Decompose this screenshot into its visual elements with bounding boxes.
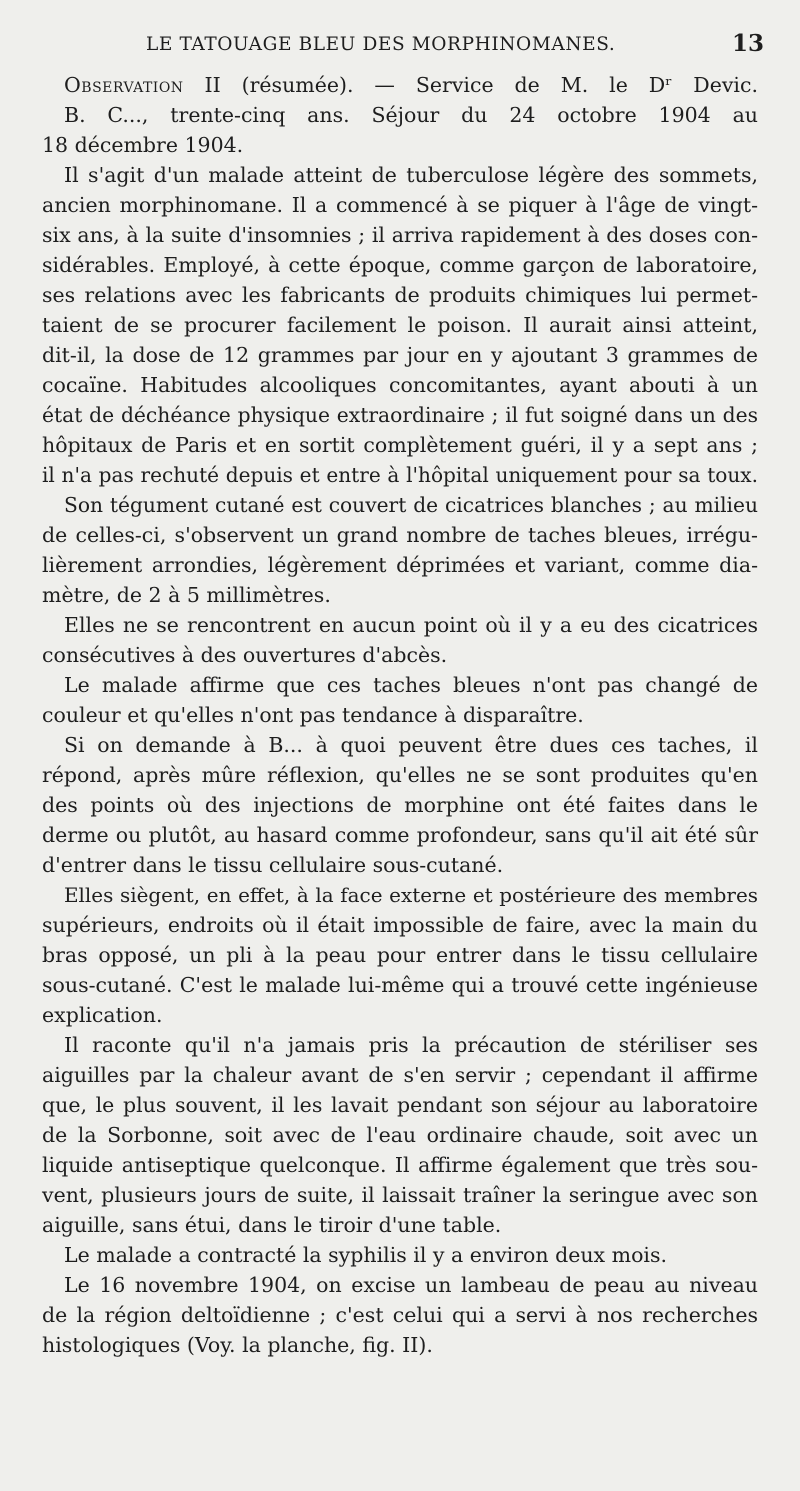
text-line: il n'a pas rechuté depuis et entre à l'hôpital uniquement pour sa toux.: [42, 463, 758, 487]
text-line: dit-il, la dose de 12 grammes par jour en y ajoutant 3 grammes de: [42, 343, 758, 367]
text-line: Son tégument cutané est couvert de cicatrices blanches ; au milieu: [64, 493, 758, 517]
text-line: explication.: [42, 1003, 163, 1027]
text-line: six ans, à la suite d'insomnies ; il arriva rapidement à des doses con-: [42, 223, 758, 247]
text-line: Si on demande à B... à quoi peuvent être dues ces taches, il: [64, 733, 758, 757]
text-line: hôpitaux de Paris et en sortit complètement guéri, il y a sept ans ;: [42, 433, 758, 457]
text-line: derme ou plutôt, au hasard comme profondeur, sans qu'il ait été sûr: [42, 823, 758, 847]
text-line: d'entrer dans le tissu cellulaire sous-cutané.: [42, 853, 504, 877]
text-line: Elles ne se rencontrent en aucun point où il y a eu des cicatrices: [64, 613, 758, 637]
text-line: de la région deltoïdienne ; c'est celui qui a servi à nos recherches: [42, 1303, 758, 1327]
text-line: lièrement arrondies, légèrement déprimées et variant, comme dia-: [42, 553, 758, 577]
text-line: état de déchéance physique extraordinaire ; il fut soigné dans un des: [42, 403, 758, 427]
text-line: consécutives à des ouvertures d'abcès.: [42, 643, 448, 667]
text-line: ancien morphinomane. Il a commencé à se piquer à l'âge de vingt-: [42, 193, 758, 217]
text-line: liquide antiseptique quelconque. Il affirme également que très sou-: [42, 1153, 758, 1177]
text-line: histologiques (Voy. la planche, fig. II).: [42, 1333, 433, 1357]
text-line: des points où des injections de morphine ont été faites dans le: [42, 793, 758, 817]
text-line: Le 16 novembre 1904, on excise un lambeau de peau au niveau: [64, 1273, 758, 1297]
text-line: bras opposé, un pli à la peau pour entrer dans le tissu cellulaire: [42, 943, 758, 967]
running-title: LE TATOUAGE BLEU DES MORPHINOMANES.: [146, 34, 616, 55]
text-line: vent, plusieurs jours de suite, il laissait traîner la seringue avec son: [42, 1183, 758, 1207]
text-line: Il s'agit d'un malade atteint de tuberculose légère des sommets,: [64, 163, 758, 187]
observation-heading-text: II (résumée). — Service de M. le Dʳ Devic.: [183, 73, 758, 97]
text-line: B. C..., trente-cinq ans. Séjour du 24 octobre 1904 au: [64, 103, 758, 127]
text-line: sous-cutané. C'est le malade lui-même qui a trouvé cette ingénieuse: [42, 973, 758, 997]
text-line: sidérables. Employé, à cette époque, comme garçon de laboratoire,: [42, 253, 758, 277]
text-line: cocaïne. Habitudes alcooliques concomitantes, ayant abouti à un: [42, 373, 758, 397]
text-line: Le malade affirme que ces taches bleues n'ont pas changé de: [64, 673, 758, 697]
text-line: 18 décembre 1904.: [42, 133, 244, 157]
text-line: répond, après mûre réflexion, qu'elles ne se sont produites qu'en: [42, 763, 758, 787]
text-line: de celles-ci, s'observent un grand nombre de taches bleues, irrégu-: [42, 523, 758, 547]
running-head: [0, 30, 800, 66]
observation-label: Observation: [64, 73, 184, 97]
text-line: couleur et qu'elles n'ont pas tendance à disparaître.: [42, 703, 584, 727]
text-line: aiguilles par la chaleur avant de s'en servir ; cependant il affirme: [42, 1063, 758, 1087]
text-line: aiguille, sans étui, dans le tiroir d'une table.: [42, 1213, 502, 1237]
text-line: de la Sorbonne, soit avec de l'eau ordinaire chaude, soit avec un: [42, 1123, 758, 1147]
text-line: Il raconte qu'il n'a jamais pris la précaution de stériliser ses: [64, 1033, 758, 1057]
text-line: Elles siègent, en effet, à la face externe et postérieure des membres: [64, 883, 758, 907]
text-line: Le malade a contracté la syphilis il y a environ deux mois.: [64, 1243, 667, 1267]
text-line: supérieurs, endroits où il était impossible de faire, avec la main du: [42, 913, 758, 937]
page-number: 13: [732, 30, 765, 57]
observation-heading: [64, 70, 758, 100]
text-line: taient de se procurer facilement le poison. Il aurait ainsi atteint,: [42, 313, 758, 337]
text-line: ses relations avec les fabricants de produits chimiques lui permet-: [42, 283, 758, 307]
text-line: que, le plus souvent, il les lavait pendant son séjour au laboratoire: [42, 1093, 758, 1117]
text-line: mètre, de 2 à 5 millimètres.: [42, 583, 331, 607]
